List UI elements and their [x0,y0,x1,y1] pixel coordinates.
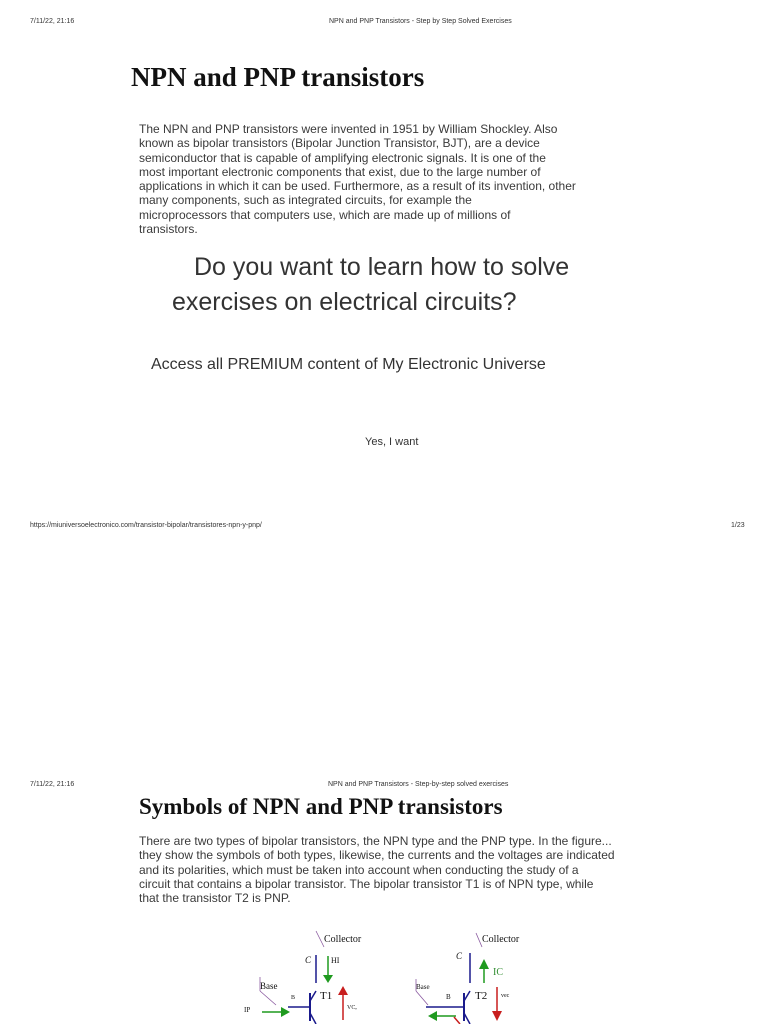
promo-heading-line1: Do you want to learn how to solve [194,253,570,281]
print-datetime: 7/11/22, 21:16 [30,781,75,788]
intro-line: known as bipolar transistors (Bipolar Junction Transistor, BJT), are a device [139,136,540,151]
symbols-paragraph [139,834,615,905]
collector-lead [316,931,324,947]
body-line: they show the symbols of both types, likewise, the currents and the voltages are indicated [139,848,615,863]
t2-label: T2 [475,990,488,1002]
intro-line: most important electronic components that exist, due to the large number of [139,164,541,179]
intro-line: transistors. [139,222,198,237]
b-label: B [291,995,296,1001]
intro-line: applications in which it can be used. Furthermore, as a result of its invention, other [139,179,576,194]
veb-arrow [454,1017,460,1024]
body-line: that the transistor T2 is PNP. [139,891,291,906]
intro-line: microprocessors that computers use, which are made up of millions of [139,207,511,222]
section-heading: Symbols of NPN and PNP transistors [139,794,503,819]
body-line: and its polarities, which must be taken into account when conducting the study of a [139,862,579,877]
print-datetime: 7/11/22, 21:16 [30,18,75,25]
ic-label: IC [493,967,503,978]
body-line: circuit that contains a bipolar transistor. The bipolar transistor T1 is of NPN type, while [139,876,594,891]
vce-label: VCₑ [347,1005,357,1011]
c-label: C [305,955,312,965]
ic-arrowhead [479,959,489,969]
collector-label: Collector [324,934,362,945]
intro-line: The NPN and PNP transistors were invented in 1951 by William Shockley. Also [139,122,558,136]
ip-label: IP [244,1006,251,1014]
print-page-title: NPN and PNP Transistors - Step by Step Solved Exercises [329,18,512,25]
b-label: B [446,993,451,1001]
intro-paragraph [139,122,576,236]
ic-arrowhead [323,975,333,983]
base-lead-diag [416,991,428,1005]
page-number: 1/23 [731,522,745,529]
t2-pnp-symbol [416,933,520,1024]
vec-arrowhead [492,1011,502,1021]
c-label: C [456,951,463,961]
page-url[interactable]: https://miuniversoelectronico.com/transistor-bipolar/transistores-npn-y-pnp/ [30,522,262,529]
t1-label: T1 [320,990,333,1002]
ib-arrowhead [428,1011,437,1021]
premium-access-text: Access all PREMIUM content of My Electronic Universe [151,356,546,373]
base-label: Base [416,983,430,991]
body-line: There are two types of bipolar transistors, the NPN type and the PNP type. In the figure... [139,834,612,848]
yes-i-want-button[interactable]: Yes, I want [365,436,419,448]
intro-line: semiconductor that is capable of amplifying electronic signals. It is one of the [139,150,546,165]
page-title: NPN and PNP transistors [131,62,425,92]
base-lead-diag [260,991,276,1005]
ib-arrowhead [281,1007,290,1017]
t1-npn-symbol [244,931,362,1024]
promo-heading-line2: exercises on electrical circuits? [172,288,517,316]
collector-label: Collector [482,934,520,945]
vce-arrowhead [338,986,348,995]
print-page-title: NPN and PNP Transistors - Step-by-step solved exercises [328,781,509,788]
hi-label: HI [331,956,340,965]
vec-label: vec [501,993,510,999]
intro-line: many components, such as integrated circuits, for example the [139,193,472,208]
base-label: Base [260,981,278,991]
transistor-symbols-figure [230,925,540,1024]
